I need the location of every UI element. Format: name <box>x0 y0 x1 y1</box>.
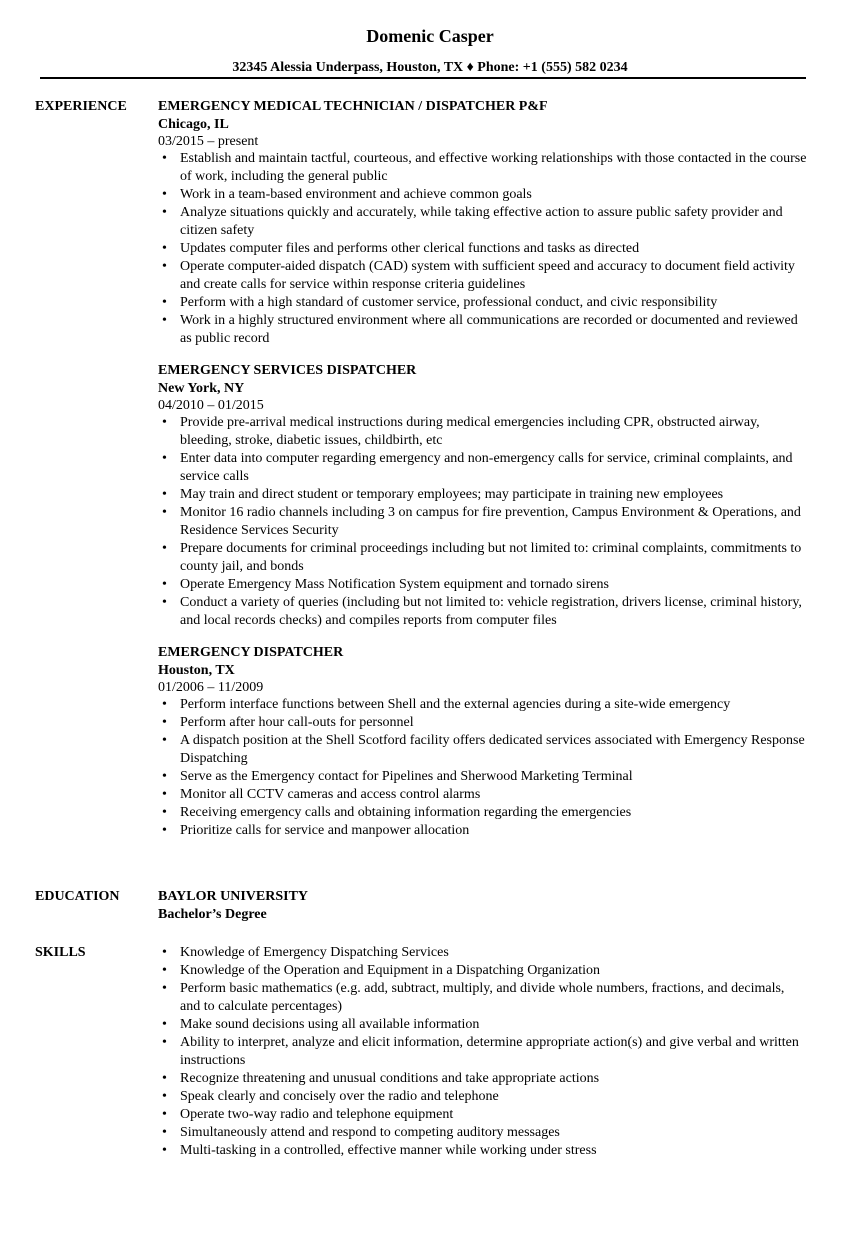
header-divider <box>40 77 806 79</box>
bullet-icon: • <box>162 823 167 838</box>
skill-text: Simultaneously attend and respond to competing auditory messages <box>180 1125 560 1140</box>
list-item <box>158 414 808 450</box>
list-item <box>158 696 808 714</box>
job-duties-list <box>158 414 808 630</box>
list-item <box>158 1070 808 1088</box>
skill-text: Multi-tasking in a controlled, effective manner while working under stress <box>180 1143 597 1158</box>
bullet-icon: • <box>162 945 167 960</box>
list-item <box>158 1016 808 1034</box>
list-item <box>158 312 808 348</box>
bullet-icon: • <box>162 205 167 220</box>
bullet-icon: • <box>162 451 167 466</box>
bullet-icon: • <box>162 1017 167 1032</box>
bullet-icon: • <box>162 981 167 996</box>
list-item <box>158 1106 808 1124</box>
list-item <box>158 204 808 240</box>
bullet-icon: • <box>162 1089 167 1104</box>
duty-text: Enter data into computer regarding emergency and non-emergency calls for service, criminal complaints, and service calls <box>180 451 793 484</box>
list-item <box>158 1142 808 1160</box>
bullet-icon: • <box>162 715 167 730</box>
experience-heading: EXPERIENCE <box>35 99 127 114</box>
job-location: New York, NY <box>158 381 245 396</box>
skill-text: Make sound decisions using all available information <box>180 1017 480 1032</box>
list-item <box>158 294 808 312</box>
duty-text: Work in a team-based environment and achieve common goals <box>180 187 532 202</box>
bullet-icon: • <box>162 733 167 748</box>
job-location: Chicago, IL <box>158 117 229 132</box>
bullet-icon: • <box>162 241 167 256</box>
bullet-icon: • <box>162 595 167 610</box>
list-item <box>158 714 808 732</box>
duty-text: Perform after hour call-outs for personnel <box>180 715 414 730</box>
list-item <box>158 980 808 1016</box>
duty-text: Updates computer files and performs other clerical functions and tasks as directed <box>180 241 640 256</box>
list-item <box>158 150 808 186</box>
duty-text: Prepare documents for criminal proceedings including but not limited to: criminal complaints, commitments to county jail, and bonds <box>180 541 802 574</box>
duty-text: Perform with a high standard of customer service, professional conduct, and civic responsibility <box>180 295 718 310</box>
job-title: EMERGENCY SERVICES DISPATCHER <box>158 363 417 378</box>
duty-text: Analyze situations quickly and accurately, while taking effective action to assure public safety provider and citizen safety <box>180 205 783 238</box>
duty-text: Receiving emergency calls and obtaining information regarding the emergencies <box>180 805 632 820</box>
duty-text: Operate Emergency Mass Notification System equipment and tornado sirens <box>180 577 609 592</box>
duty-text: Monitor 16 radio channels including 3 on campus for fire prevention, Campus Environment & Operations, and Residence Services Security <box>180 505 801 538</box>
duty-text: May train and direct student or temporary employees; may participate in training new employees <box>180 487 724 502</box>
list-item <box>158 186 808 204</box>
duty-text: Monitor all CCTV cameras and access control alarms <box>180 787 481 802</box>
list-item <box>158 504 808 540</box>
bullet-icon: • <box>162 1125 167 1140</box>
bullet-icon: • <box>162 1035 167 1050</box>
degree: Bachelor’s Degree <box>158 907 267 922</box>
list-item <box>158 962 808 980</box>
bullet-icon: • <box>162 697 167 712</box>
job-title: EMERGENCY MEDICAL TECHNICIAN / DISPATCHER P&F <box>158 99 548 114</box>
duty-text: Perform interface functions between Shell and the external agencies during a site-wide emergency <box>180 697 731 712</box>
list-item <box>158 944 808 962</box>
bullet-icon: • <box>162 259 167 274</box>
bullet-icon: • <box>162 1071 167 1086</box>
duty-text: Prioritize calls for service and manpower allocation <box>180 823 470 838</box>
job-entry <box>158 644 808 840</box>
bullet-icon: • <box>162 487 167 502</box>
experience-body <box>158 98 808 854</box>
job-entry <box>158 98 808 348</box>
bullet-icon: • <box>162 805 167 820</box>
skills-list <box>158 944 808 1160</box>
job-dates: 04/2010 – 01/2015 <box>158 398 264 413</box>
job-entry <box>158 362 808 630</box>
school-name: BAYLOR UNIVERSITY <box>158 889 309 904</box>
bullet-icon: • <box>162 313 167 328</box>
bullet-icon: • <box>162 151 167 166</box>
bullet-icon: • <box>162 1143 167 1158</box>
list-item <box>158 258 808 294</box>
bullet-icon: • <box>162 505 167 520</box>
contact-line: 32345 Alessia Underpass, Houston, TX ♦ Phone: +1 (555) 582 0234 <box>232 60 628 75</box>
skill-text: Knowledge of the Operation and Equipment in a Dispatching Organization <box>180 963 601 978</box>
bullet-icon: • <box>162 963 167 978</box>
skill-text: Perform basic mathematics (e.g. add, subtract, multiply, and divide whole numbers, fractions, and decimals, and to calculate percentages) <box>180 981 785 1014</box>
list-item <box>158 1034 808 1070</box>
skill-text: Operate two-way radio and telephone equipment <box>180 1107 454 1122</box>
skills-body <box>158 944 808 1160</box>
duty-text: Conduct a variety of queries (including but not limited to: vehicle registration, drivers license, criminal history, and local records checks) and compiles reports from computer files <box>180 595 802 628</box>
duty-text: Provide pre-arrival medical instructions during medical emergencies including CPR, obstructed airway, bleeding, stroke, diabetic issues, childbirth, etc <box>180 415 760 448</box>
job-title: EMERGENCY DISPATCHER <box>158 645 344 660</box>
skill-text: Speak clearly and concisely over the radio and telephone <box>180 1089 499 1104</box>
bullet-icon: • <box>162 415 167 430</box>
duty-text: Serve as the Emergency contact for Pipelines and Sherwood Marketing Terminal <box>180 769 633 784</box>
job-dates: 03/2015 – present <box>158 134 259 149</box>
list-item <box>158 768 808 786</box>
job-dates: 01/2006 – 11/2009 <box>158 680 264 695</box>
skill-text: Knowledge of Emergency Dispatching Services <box>180 945 449 960</box>
list-item <box>158 822 808 840</box>
bullet-icon: • <box>162 1107 167 1122</box>
list-item <box>158 450 808 486</box>
education-heading: EDUCATION <box>35 889 120 904</box>
bullet-icon: • <box>162 787 167 802</box>
list-item <box>158 786 808 804</box>
duty-text: Work in a highly structured environment where all communications are recorded or documented and reviewed as public record <box>180 313 798 346</box>
list-item <box>158 804 808 822</box>
duty-text: A dispatch position at the Shell Scotford facility offers dedicated services associated with Emergency Response Dispatching <box>180 733 805 766</box>
job-location: Houston, TX <box>158 663 235 678</box>
skills-heading: SKILLS <box>35 945 86 960</box>
bullet-icon: • <box>162 295 167 310</box>
list-item <box>158 576 808 594</box>
job-duties-list <box>158 696 808 840</box>
list-item <box>158 1088 808 1106</box>
bullet-icon: • <box>162 541 167 556</box>
duty-text: Operate computer-aided dispatch (CAD) system with sufficient speed and accuracy to document field activity and create calls for service within response criteria guidelines <box>180 259 795 292</box>
duty-text: Establish and maintain tactful, courteous, and effective working relationships with those contacted in the course of work, including the general public <box>180 151 807 184</box>
list-item <box>158 486 808 504</box>
bullet-icon: • <box>162 187 167 202</box>
list-item <box>158 240 808 258</box>
bullet-icon: • <box>162 769 167 784</box>
list-item <box>158 594 808 630</box>
skill-text: Recognize threatening and unusual conditions and take appropriate actions <box>180 1071 600 1086</box>
list-item <box>158 1124 808 1142</box>
education-body <box>158 888 808 924</box>
list-item <box>158 540 808 576</box>
list-item <box>158 732 808 768</box>
skill-text: Ability to interpret, analyze and elicit information, determine appropriate action(s) and give verbal and written instructions <box>180 1035 799 1068</box>
bullet-icon: • <box>162 577 167 592</box>
job-duties-list <box>158 150 808 348</box>
candidate-name: Domenic Casper <box>366 26 494 46</box>
